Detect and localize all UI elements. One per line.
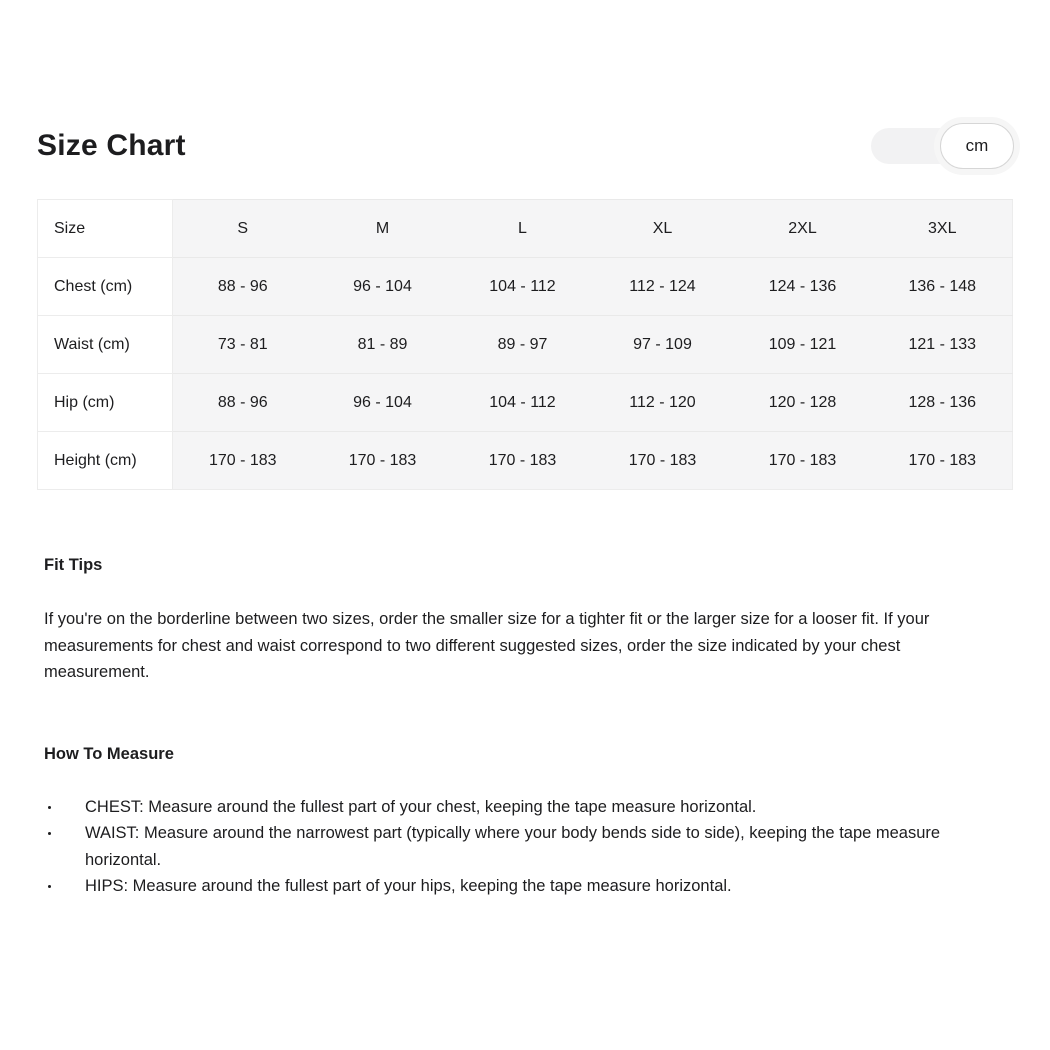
table-row [38,316,1013,374]
fit-tips-section [44,554,1004,686]
size-value-cell: 104 - 112 [453,258,593,316]
fit-tips-heading: Fit Tips [44,556,103,574]
measure-list-item: WAIST: Measure around the narrowest part (typically where your body bends side to side), keeping the tape measure horizontal. [44,820,1004,873]
column-header-3xl: 3XL [873,200,1013,258]
unit-toggle-knob[interactable] [940,123,1014,169]
size-value-cell: 73 - 81 [173,316,313,374]
unit-toggle-label: cm [965,136,989,155]
column-header-s: S [173,200,313,258]
how-to-measure-section [44,743,1004,900]
bullet-icon [48,806,51,809]
size-value-cell: 88 - 96 [173,258,313,316]
size-table-body [38,258,1013,490]
size-value-cell: 112 - 120 [593,374,733,432]
row-label: Height (cm) [38,432,173,490]
size-value-cell: 104 - 112 [453,374,593,432]
size-value-cell: 96 - 104 [313,258,453,316]
size-value-cell: 88 - 96 [173,374,313,432]
size-value-cell: 170 - 183 [453,432,593,490]
size-value-cell: 170 - 183 [313,432,453,490]
measure-list [44,794,1004,900]
how-to-measure-heading: How To Measure [44,744,174,763]
size-value-cell: 89 - 97 [453,316,593,374]
size-value-cell: 120 - 128 [733,374,873,432]
unit-toggle[interactable] [871,128,1011,164]
column-header-m: M [313,200,453,258]
size-value-cell: 170 - 183 [873,432,1013,490]
measure-list-item: CHEST: Measure around the fullest part of your chest, keeping the tape measure horizontal. [44,794,1004,821]
size-table-header-row [38,200,1013,258]
table-row [38,374,1013,432]
size-value-cell: 124 - 136 [733,258,873,316]
size-value-cell: 96 - 104 [313,374,453,432]
size-value-cell: 121 - 133 [873,316,1013,374]
size-value-cell: 170 - 183 [733,432,873,490]
table-row [38,258,1013,316]
bullet-icon [48,832,51,835]
header [37,123,1013,169]
size-value-cell: 170 - 183 [593,432,733,490]
row-label: Waist (cm) [38,316,173,374]
size-value-cell: 109 - 121 [733,316,873,374]
size-value-cell: 81 - 89 [313,316,453,374]
size-value-cell: 170 - 183 [173,432,313,490]
fit-tips-body: If you're on the borderline between two sizes, order the smaller size for a tighter fit or the larger size for a looser fit. If your measurements for chest and waist correspond to two different suggested sizes, order the size indicated by your chest measurement. [44,610,930,681]
size-value-cell: 112 - 124 [593,258,733,316]
size-value-cell: 128 - 136 [873,374,1013,432]
row-label: Chest (cm) [38,258,173,316]
row-label: Hip (cm) [38,374,173,432]
measure-list-item: HIPS: Measure around the fullest part of your hips, keeping the tape measure horizontal. [44,873,1004,900]
table-row [38,432,1013,490]
size-value-cell: 97 - 109 [593,316,733,374]
size-table [37,199,1013,490]
column-header-2xl: 2XL [733,200,873,258]
size-value-cell: 136 - 148 [873,258,1013,316]
bullet-icon [48,885,51,888]
column-header-xl: XL [593,200,733,258]
column-header-l: L [453,200,593,258]
page-title: Size Chart [37,129,186,162]
row-header-size: Size [38,200,173,258]
